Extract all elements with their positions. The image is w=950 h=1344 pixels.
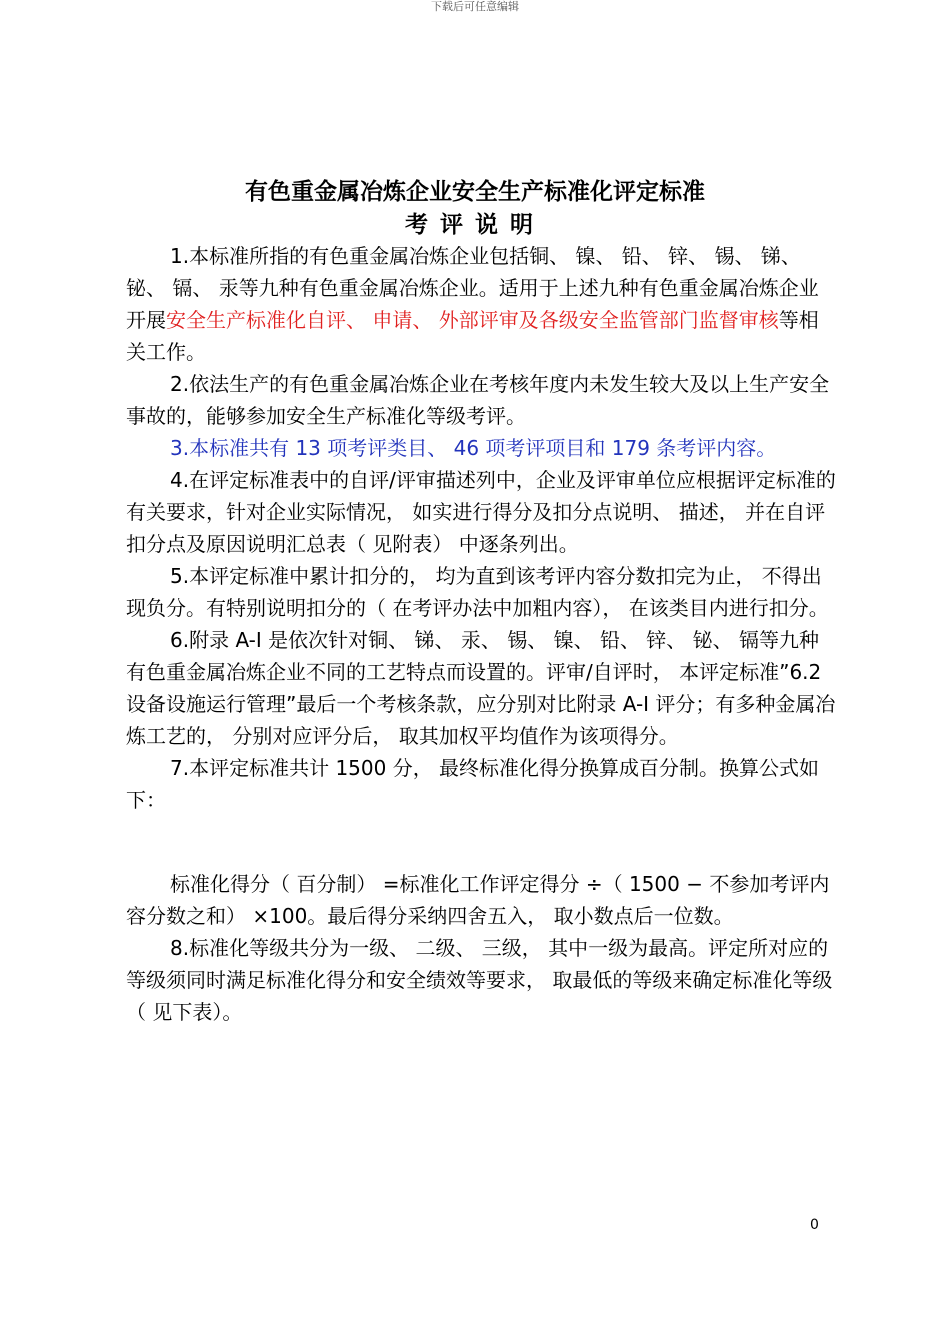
paragraph-1-text: 1.本标准所指的有色重金属冶炼企业包括铜、 镍、 铅、 锌、 锡、 锑、 铋、 镉、 汞等九种有色重金属冶炼企业。适用于上述九种有色重金属冶炼企业开展 xyxy=(126,244,819,332)
paragraph-1-tail: 等相关工作。 xyxy=(126,308,819,364)
paragraph-5: 5.本评定标准中累计扣分的， 均为直到该考评内容分数扣完为止， 不得出现负分。有特别说明扣分的（ 在考评办法中加粗内容）， 在该类目内进行扣分。 xyxy=(126,564,829,620)
paragraph-2: 2.依法生产的有色重金属冶炼企业在考核年度内未发生较大及以上生产安全事故的，能够参加安全生产标准化等级考评。 xyxy=(126,372,830,428)
paragraph-1 xyxy=(126,240,838,368)
page-header: 下载后可任意编辑 xyxy=(431,0,519,13)
paragraph-8: 8.标准化等级共分为一级、 二级、 三级， 其中一级为最高。评定所对应的等级须同时满足标准化得分和安全绩效等要求， 取最低的等级来确定标准化等级（ 见下表）。 xyxy=(126,936,833,1024)
document-body xyxy=(126,240,838,1028)
document-title: 有色重金属冶炼企业安全生产标准化评定标准 xyxy=(245,179,705,205)
paragraph-3: 3.本标准共有 13 项考评类目、 46 项考评项目和 179 条考评内容。 xyxy=(170,436,777,460)
paragraph-1-highlight: 安全生产标准化自评、 申请、 外部评审及各级安全监管部门监督审核 xyxy=(166,308,779,332)
page-number: 0 xyxy=(810,1217,819,1233)
document-subtitle: 考评说明 xyxy=(405,212,545,238)
paragraph-4: 4.在评定标准表中的自评/评审描述列中，企业及评审单位应根据评定标准的有关要求，针对企业实际情况， 如实进行得分及扣分点说明、 描述， 并在自评扣分点及原因说明汇总表（ 见附表） 中逐条列出。 xyxy=(126,468,836,556)
paragraph-7: 7.本评定标准共计 1500 分， 最终标准化得分换算成百分制。换算公式如下： xyxy=(126,756,820,812)
formula-paragraph: 标准化得分（ 百分制） =标准化工作评定得分 ÷（ 1500 − 不参加考评内容分数之和） ×100。最后得分采纳四舍五入， 取小数点后一位数。 xyxy=(126,872,830,928)
paragraph-6: 6.附录 A-I 是依次针对铜、 锑、 汞、 锡、 镍、 铅、 锌、 铋、 镉等九种有色重金属冶炼企业不同的工艺特点而设置的。评审/自评时， 本评定标准”6.2 设备设施运行管理”最后一个考核条款，应分别对比附录 A-I 评分；有多种金属冶炼工艺的， 分别对应评分后， 取其加权平均值作为该项得分。 xyxy=(126,628,836,748)
